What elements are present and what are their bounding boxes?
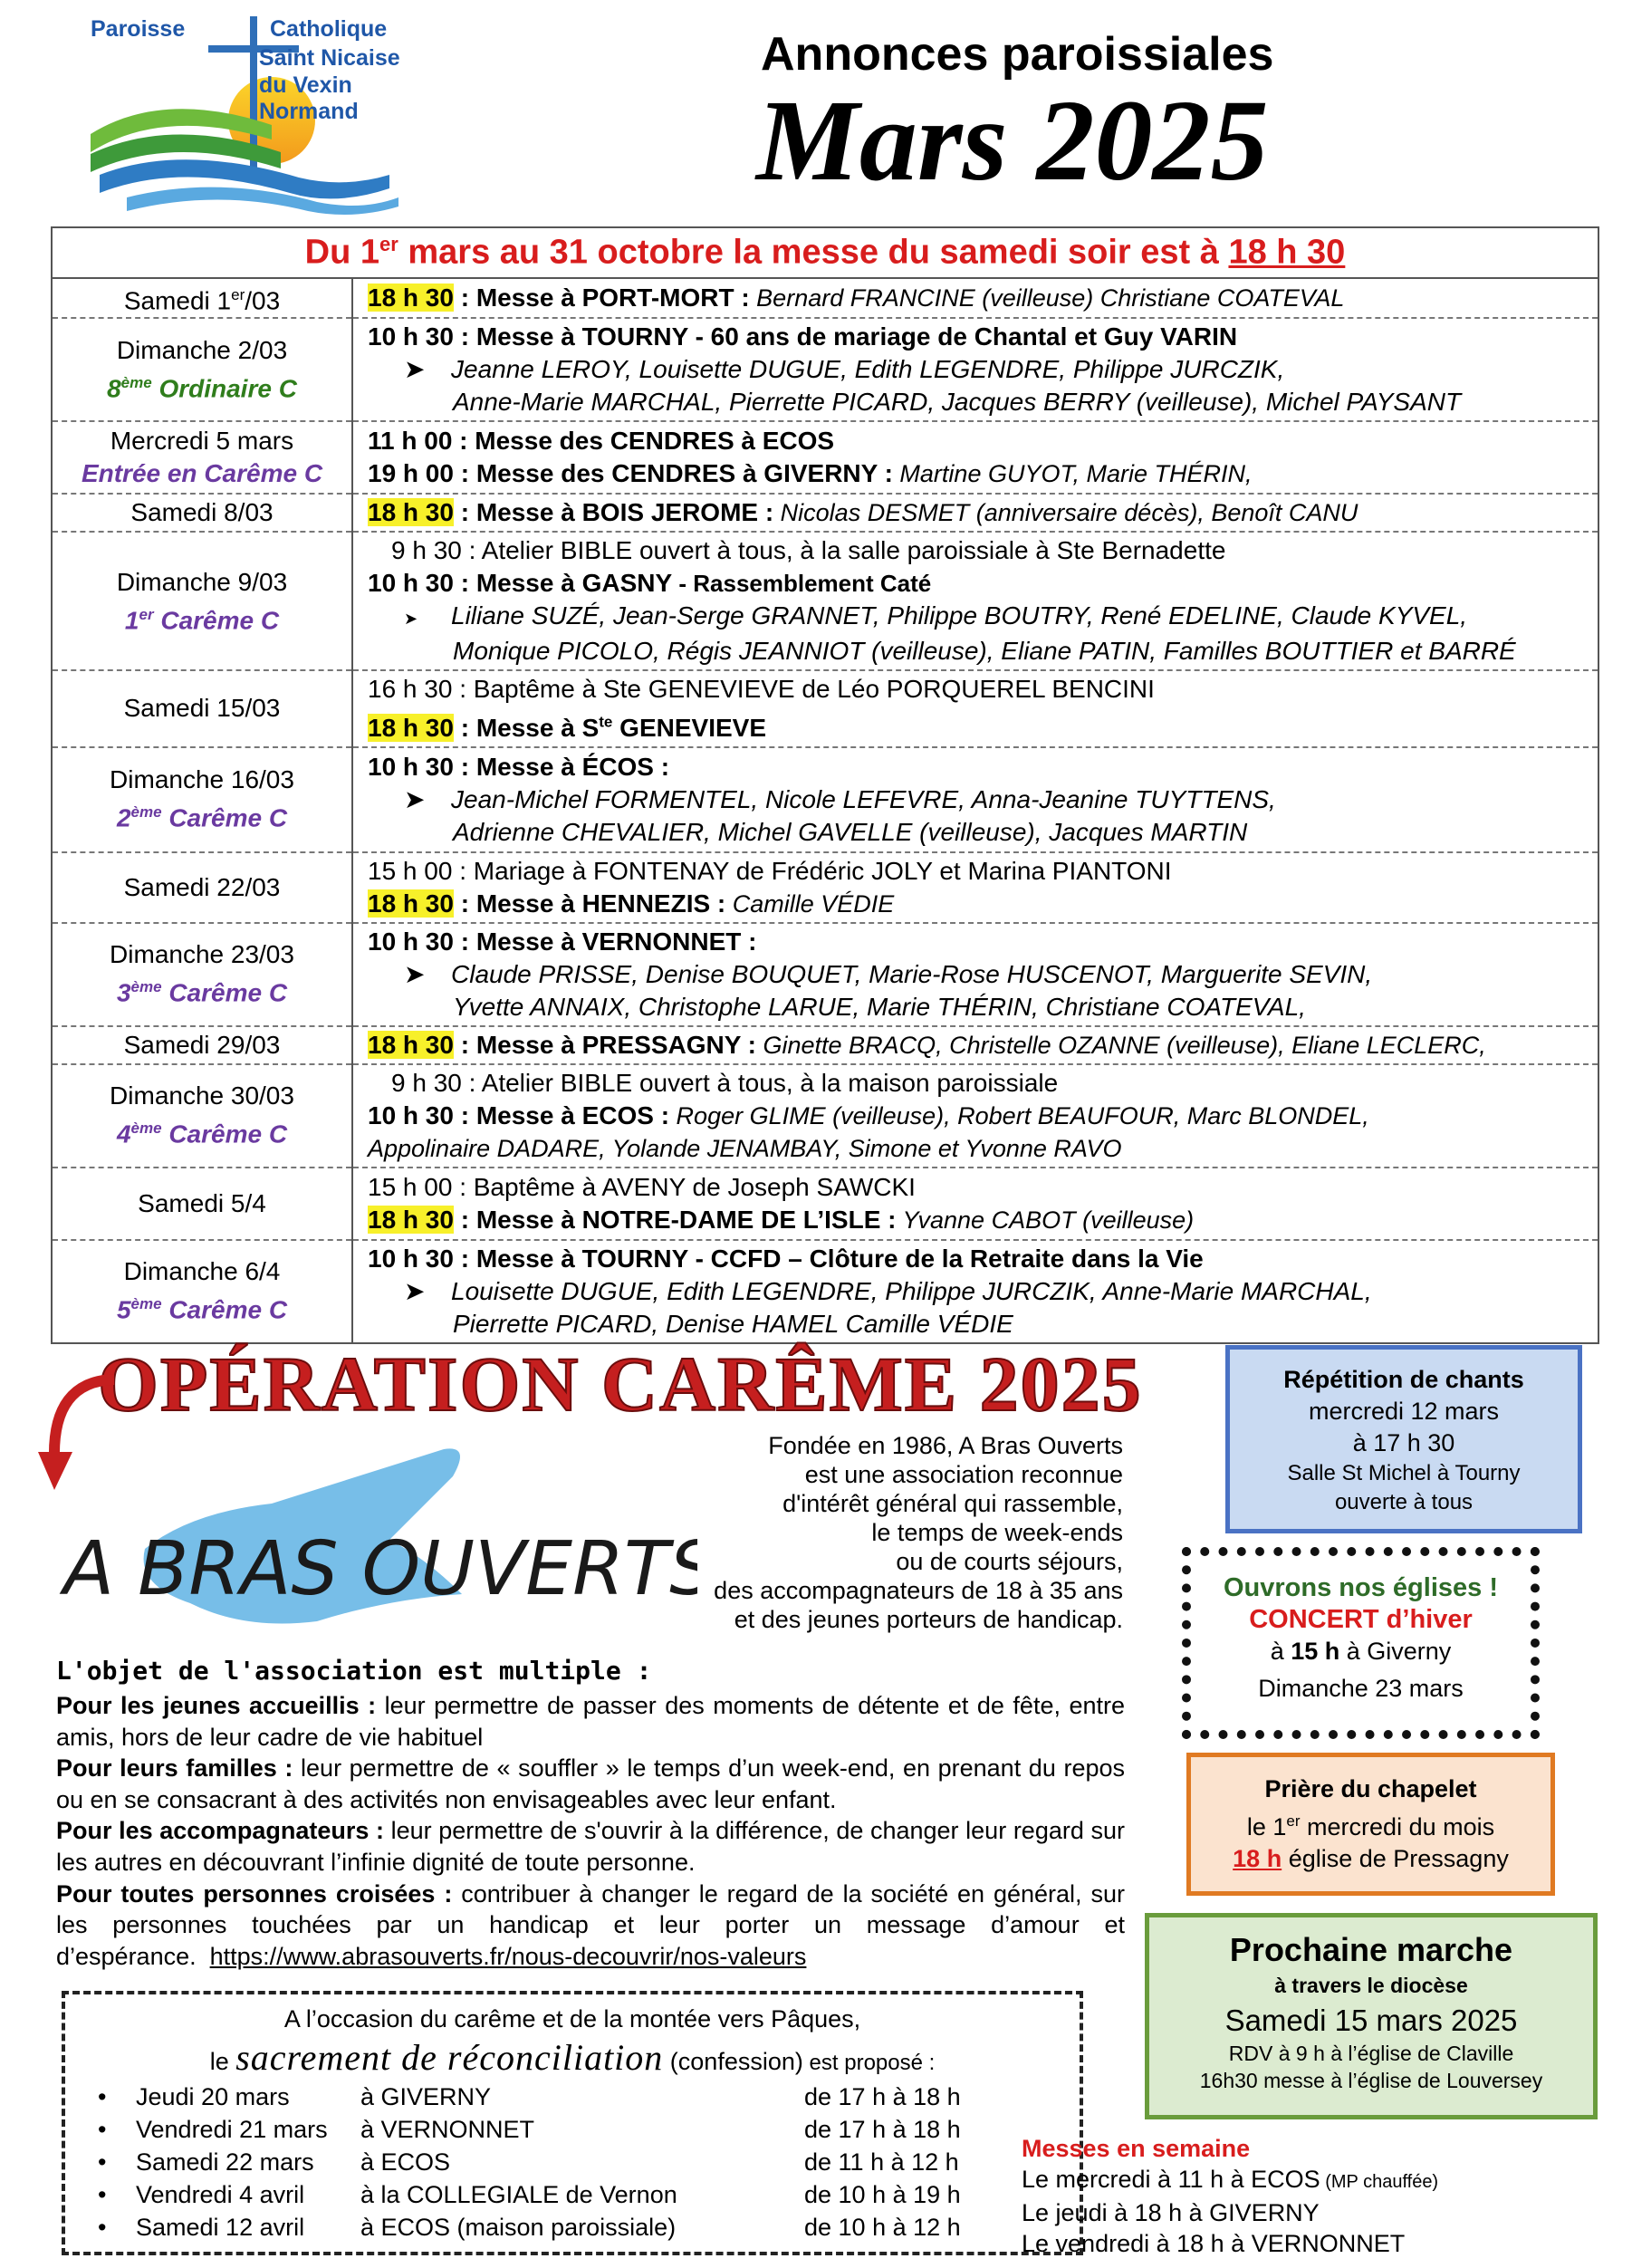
schedule-row: Dimanche 16/03 2ème Carême C 10 h 30 : Messe à ÉCOS : ➤ Jean-Michel FORMENTEL, Nicole LEFEVRE, Anna-Jeanine TUYTTENS, Adrienne CHEVALIER, Michel GAVELLE (veilleuse), Jacques MARTIN	[52, 747, 1598, 852]
a-bras-ouverts-logo-text: A BRAS OUVERTS	[63, 1526, 697, 1612]
logo-line-1b: Catholique	[270, 16, 388, 42]
marche-box: Prochaine marche à travers le diocèse Samedi 15 mars 2025 RDV à 9 h à l’église de Claville 16h30 messe à l’église de Louversey	[1145, 1913, 1598, 2119]
schedule-day: Dimanche 30/03 4ème Carême C	[52, 1064, 352, 1168]
logo-line-2: Saint Nicaise	[259, 45, 400, 71]
schedule-row: Dimanche 9/03 1er Carême C 9 h 30 : Atelier BIBLE ouvert à tous, à la salle paroissiale à Ste Bernadette 10 h 30 : Messe à GASNY - Rassemblement Caté ➤ Liliane SUZÉ, Jean-Serge GRANNET, Philippe BOUTRY, René EDELINE, Claude KYVEL, Monique PICOLO, Régis JEANNIOT (veilleuse), Eliane PATIN, Familles BOUTTIER et BARRÉ	[52, 532, 1598, 670]
association-body: Pour les jeunes accueillis : leur permettre de passer des moments de détente et de fête, entre amis, hors de leur cadre de vie habituel Pour leurs familles : leur permettre de « souffler » le temps d’un week-end, en prenant du repos ou en se consacrant à des activités non envisageables avec leur enfant. Pour les accompagnateurs : leur permettre de s'ouvrir à la différence, de changer leur regard sur les autres en découvrant l’infinie dignité de toute personne. Pour toutes personnes croisées : contribuer à changer le regard de la société en général, sur les personnes touchées par un handicap et leur porter un message d’amour et d’espérance. https://www.abrasouverts.fr/nous-decouvrir/nos-valeurs	[56, 1692, 1125, 1970]
reconciliation-intro-2: le sacrement de réconciliation (confession) est proposé :	[209, 2037, 936, 2078]
schedule-table	[51, 226, 1599, 1344]
schedule-row: Dimanche 6/4 5ème Carême C 10 h 30 : Messe à TOURNY - CCFD – Clôture de la Retraite dans la Vie ➤ Louisette DUGUE, Edith LEGENDRE, Philippe JURCZIK, Anne-Marie MARCHAL, Pierrette PICARD, Denise HAMEL Camille VÉDIE	[52, 1240, 1598, 1343]
schedule-day: Samedi 1er/03	[52, 278, 352, 318]
schedule-day: Dimanche 23/03 3ème Carême C	[52, 923, 352, 1026]
logo-line-3: du Vexin Normand	[259, 72, 359, 124]
messes-semaine: Messes en semaine Le mercredi à 11 h à ECOS (MP chauffée) Le jeudi à 18 h à GIVERNY Le vendredi à 18 h à VERNONNET	[1022, 2135, 1439, 2257]
schedule-row: Samedi 1er/03 18 h 30 : Messe à PORT-MORT : Bernard FRANCINE (veilleuse) Christiane COATEVAL	[52, 278, 1598, 318]
header-subtitle: Annonces paroissiales	[761, 28, 1274, 81]
header-title: Mars 2025	[756, 76, 1269, 205]
operation-careme-title: OPÉRATION CARÊME 2025	[98, 1341, 1143, 1427]
association-heading: L'objet de l'association est multiple :	[56, 1656, 652, 1686]
reconciliation-intro-1: A l’occasion du carême et de la montée vers Pâques,	[283, 2005, 861, 2033]
association-link[interactable]: https://www.abrasouverts.fr/nous-decouvrir/nos-valeurs	[209, 1942, 807, 1970]
parish-logo	[91, 16, 417, 216]
schedule-day: Samedi 15/03	[52, 670, 352, 746]
schedule-day: Samedi 29/03	[52, 1026, 352, 1064]
concert-box: Ouvrons nos églises ! CONCERT d’hiver à 15 h à Giverny Dimanche 23 mars	[1182, 1547, 1540, 1739]
logo-line-1: Paroisse	[91, 16, 186, 42]
schedule-row: Samedi 15/03 16 h 30 : Baptême à Ste GENEVIEVE de Léo PORQUEREL BENCINI 18 h 30 : Messe à $S^{te}$ GENEVIEVE	[52, 670, 1598, 746]
schedule-day: Samedi 8/03	[52, 494, 352, 532]
reconciliation-box: A l’occasion du carême et de la montée vers Pâques, le sacrement de réconciliation (confession) est proposé : • Jeudi 20 mars à GIVERNY de 17 h à 18 h • Vendredi 21 mars à VERNONNET de 17 h à 18 h • Samedi 22 mars à ECOS de 11 h à 12 h • Vendredi 4 avril à la COLLEGIALE de Vernon de 10 h à 19 h • Samedi 12 avril à ECOS (maison paroissiale) de 10 h à 12 h	[62, 1991, 1083, 2255]
schedule-day: Samedi 22/03	[52, 852, 352, 923]
association-intro: Fondée en 1986, A Bras Ouverts est une association reconnue d'intérêt général qui rassemble, le temps de week-ends ou de courts séjours, des accompagnateurs de 18 à 35 ans et des jeunes porteurs de handicap.	[714, 1432, 1123, 1633]
chapelet-box: Prière du chapelet le 1er mercredi du mois 18 h église de Pressagny	[1186, 1753, 1555, 1896]
schedule-row: Dimanche 23/03 3ème Carême C 10 h 30 : Messe à VERNONNET : ➤ Claude PRISSE, Denise BOUQUET, Marie-Rose HUSCENOT, Marguerite SEVIN, Yvette ANNAIX, Christophe LARUE, Marie THÉRIN, Christiane COATEVAL,	[52, 923, 1598, 1026]
schedule-day: Mercredi 5 mars Entrée en Carême C	[52, 421, 352, 494]
schedule-day: Dimanche 2/03 8ème Ordinaire C	[52, 318, 352, 421]
schedule-row: Samedi 22/03 15 h 00 : Mariage à FONTENAY de Frédéric JOLY et Marina PIANTONI 18 h 30 : Messe à HENNEZIS : Camille VÉDIE	[52, 852, 1598, 923]
schedule-row: Samedi 8/03 18 h 30 : Messe à BOIS JEROME : Nicolas DESMET (anniversaire décès), Benoît CANU	[52, 494, 1598, 532]
chants-box: Répétition de chants mercredi 12 mars à 17 h 30 Salle St Michel à Tourny ouverte à tous	[1225, 1345, 1582, 1533]
schedule-row: Dimanche 2/03 8ème Ordinaire C 10 h 30 : Messe à TOURNY - 60 ans de mariage de Chantal et Guy VARIN ➤ Jeanne LEROY, Louisette DUGUE, Edith LEGENDRE, Philippe JURCZIK, Anne-Marie MARCHAL, Pierrette PICARD, Jacques BERRY (veilleuse), Michel PAYSANT	[52, 318, 1598, 421]
schedule-day: Dimanche 6/4 5ème Carême C	[52, 1240, 352, 1343]
schedule-day: Samedi 5/4	[52, 1168, 352, 1240]
schedule-row: Dimanche 30/03 4ème Carême C 9 h 30 : Atelier BIBLE ouvert à tous, à la maison paroissiale 10 h 30 : Messe à ECOS : Roger GLIME (veilleuse), Robert BEAUFOUR, Marc BLONDEL, Appolinaire DADARE, Yolande JENAMBAY, Simone et Yvonne RAVO	[52, 1064, 1598, 1168]
schedule-row: Samedi 29/03 18 h 30 : Messe à PRESSAGNY : Ginette BRACQ, Christelle OZANNE (veilleuse), Eliane LECLERC,	[52, 1026, 1598, 1064]
schedule-day: Dimanche 9/03 1er Carême C	[52, 532, 352, 670]
schedule-banner: Du 1er mars au 31 octobre la messe du samedi soir est à 18 h 30	[52, 227, 1598, 278]
schedule-row: Mercredi 5 mars Entrée en Carême C 11 h 00 : Messe des CENDRES à ECOS 19 h 00 : Messe des CENDRES à GIVERNY : Martine GUYOT, Marie THÉRIN,	[52, 421, 1598, 494]
schedule-day: Dimanche 16/03 2ème Carême C	[52, 747, 352, 852]
schedule-row: Samedi 5/4 15 h 00 : Baptême à AVENY de Joseph SAWCKI 18 h 30 : Messe à NOTRE-DAME DE L’ISLE : Yvanne CABOT (veilleuse)	[52, 1168, 1598, 1240]
